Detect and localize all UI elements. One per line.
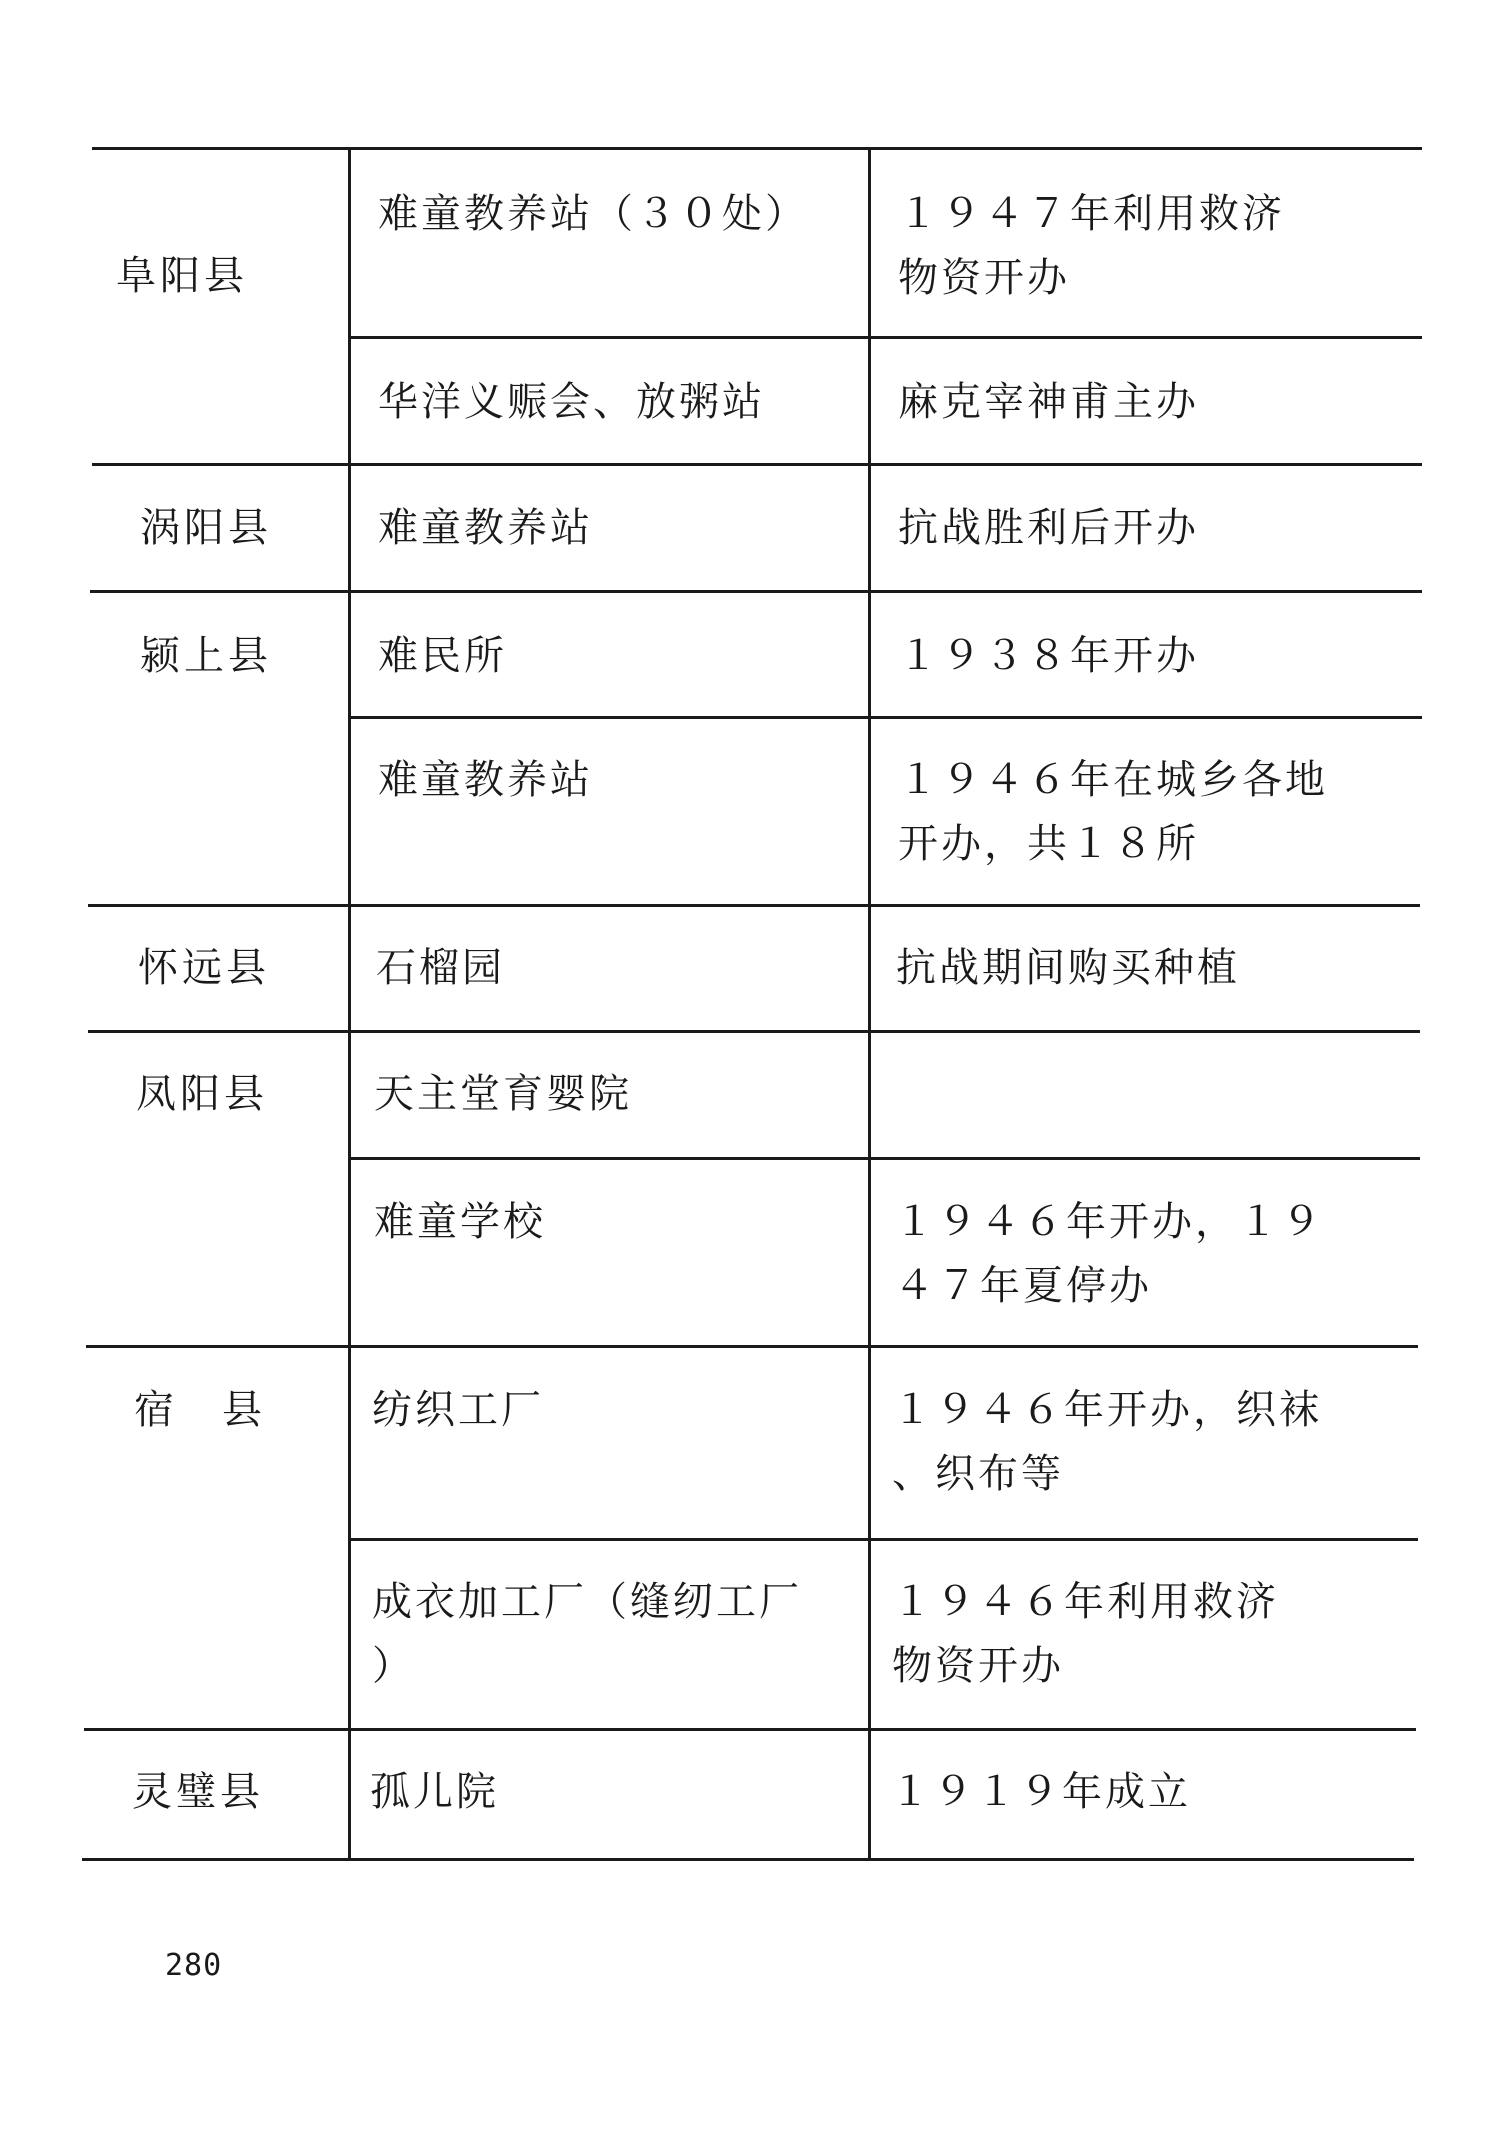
group-rule: [92, 463, 1422, 466]
note-cell: １９４７年利用救济 物资开办: [898, 191, 1285, 301]
group-rule: [88, 904, 1420, 907]
county-cell: 凤阳县: [136, 1071, 268, 1117]
table-top-rule: [92, 147, 1422, 150]
group-rule: [90, 590, 1422, 593]
county-cell: 颍上县: [140, 633, 272, 679]
county-cell: 灵璧县: [132, 1769, 264, 1815]
row-rule: [348, 1157, 1420, 1160]
note-cell: 抗战胜利后开办: [898, 505, 1199, 551]
county-cell: 阜阳县: [116, 253, 248, 299]
note-cell: １９４６年开办，１９ ４７年夏停办: [894, 1199, 1324, 1309]
county-cell: 涡阳县: [140, 505, 272, 551]
institution-cell: 天主堂育婴院: [374, 1071, 632, 1117]
note-cell: １９４６年在城乡各地 开办，共１８所: [898, 757, 1328, 867]
note-cell: 抗战期间购买种植: [896, 945, 1240, 991]
institution-cell: 难童教养站（３０处）: [378, 191, 808, 237]
institution-cell: 难童学校: [374, 1199, 546, 1245]
institution-cell: 难民所: [378, 633, 507, 679]
note-cell: 麻克宰神甫主办: [898, 379, 1199, 425]
group-rule: [88, 1030, 1420, 1033]
institution-cell: 难童教养站: [378, 757, 593, 803]
note-cell: １９４６年利用救济 物资开办: [892, 1579, 1279, 1689]
row-rule: [348, 336, 1422, 339]
county-cell: 怀远县: [138, 945, 270, 991]
institution-cell: 成衣加工厂（缝纫工厂 ）: [372, 1579, 802, 1689]
note-cell: １９３８年开办: [898, 633, 1199, 679]
institution-cell: 难童教养站: [378, 505, 593, 551]
county-cell: 宿 县: [134, 1387, 266, 1433]
institution-cell: 华洋义赈会、放粥站: [378, 379, 765, 425]
table-bottom-rule: [82, 1858, 1414, 1861]
group-rule: [86, 1345, 1418, 1348]
group-rule: [84, 1728, 1416, 1731]
institution-cell: 纺织工厂: [372, 1387, 544, 1433]
page-number: 280: [165, 1948, 223, 1983]
row-rule: [348, 1538, 1418, 1541]
note-cell: １９４６年开办，织袜 、织布等: [892, 1387, 1322, 1497]
column-rule-1: [348, 149, 351, 1861]
row-rule: [348, 716, 1422, 719]
institution-cell: 石榴园: [376, 945, 505, 991]
institution-cell: 孤儿院: [370, 1769, 499, 1815]
note-cell: １９１９年成立: [890, 1769, 1191, 1815]
column-rule-2: [868, 149, 871, 1861]
